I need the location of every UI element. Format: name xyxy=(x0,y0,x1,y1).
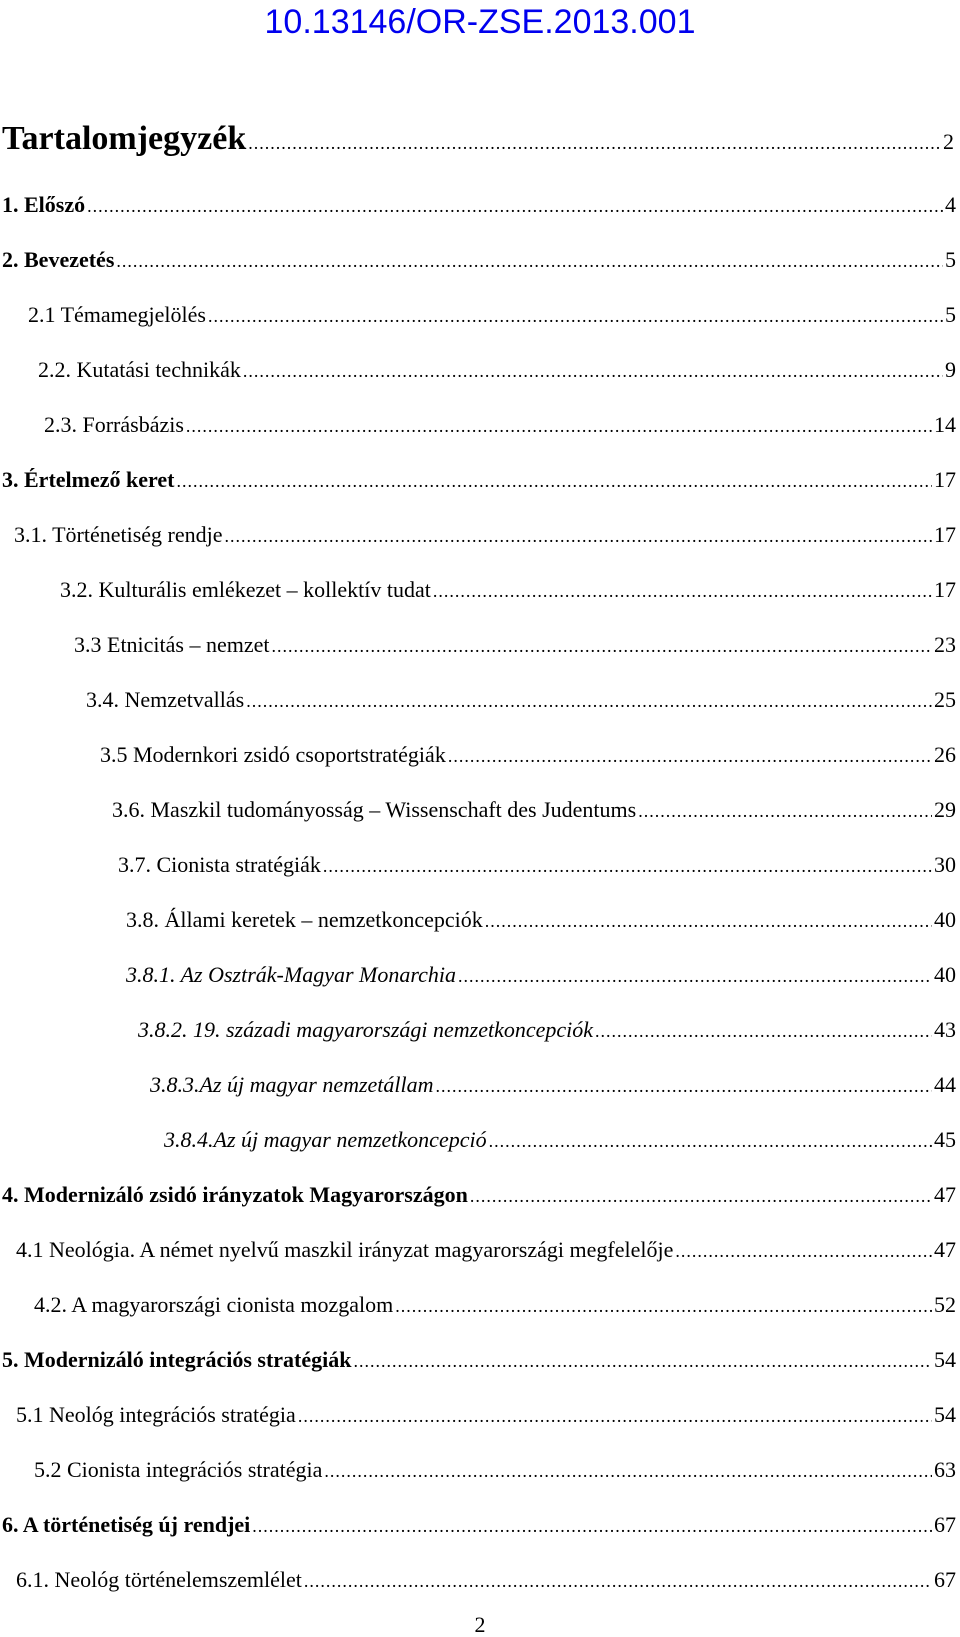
toc-entry-label: 3.3 Etnicitás – nemzet xyxy=(74,632,270,657)
dot-leader xyxy=(433,577,932,605)
toc-entry[interactable] xyxy=(2,466,960,495)
toc-entry-page: 43 xyxy=(934,1017,956,1042)
toc-entry-label: 3.6. Maszkil tudományosság – Wissenschaft des Judentums xyxy=(112,797,637,822)
toc-entry-label: 4. Modernizáló zsidó irányzatok Magyarországon xyxy=(2,1182,468,1207)
toc-entry[interactable] xyxy=(2,1181,960,1210)
toc-entry-label: 3.8.4.Az új magyar nemzetkoncepció xyxy=(164,1127,487,1152)
toc-entry-label: 3.8.2. 19. századi magyarországi nemzetkoncepciók xyxy=(138,1017,594,1042)
toc-entry-label: 4.1 Neológia. A német nyelvű maszkil irányzat magyarországi megfelelője xyxy=(16,1237,674,1262)
toc-entry[interactable] xyxy=(112,796,960,825)
page-number: 2 xyxy=(474,1612,486,1637)
toc-entry[interactable] xyxy=(138,1016,960,1045)
toc-entry-label: 3.7. Cionista stratégiák xyxy=(118,852,321,877)
toc-entry[interactable] xyxy=(2,246,960,275)
toc-entry-page: 23 xyxy=(934,632,956,657)
toc-entry-label: 4.2. A magyarországi cionista mozgalom xyxy=(34,1292,394,1317)
dot-leader xyxy=(638,797,932,825)
toc-entry-page: 5 xyxy=(945,247,956,272)
toc-title-row[interactable] xyxy=(2,120,958,158)
toc-entry-page: 54 xyxy=(934,1347,956,1372)
toc-entry-page: 30 xyxy=(934,852,956,877)
toc-entry-label: 2. Bevezetés xyxy=(2,247,115,272)
toc-entry[interactable] xyxy=(2,1511,960,1540)
toc-entry[interactable] xyxy=(2,191,960,220)
toc-entry-page: 5 xyxy=(945,302,956,327)
dot-leader xyxy=(298,1402,932,1430)
toc-entry-page: 29 xyxy=(934,797,956,822)
toc-entry-page: 54 xyxy=(934,1402,956,1427)
dot-leader xyxy=(243,357,943,385)
dot-leader xyxy=(323,852,932,880)
toc-entry-page: 9 xyxy=(945,357,956,382)
dot-leader xyxy=(186,412,932,440)
dot-leader xyxy=(675,1237,932,1265)
toc-entry-page: 40 xyxy=(934,962,956,987)
toc-title: Tartalomjegyzék xyxy=(2,120,247,157)
toc-entry-page: 14 xyxy=(934,412,956,437)
dot-leader xyxy=(595,1017,932,1045)
dot-leader xyxy=(252,1512,932,1540)
toc-entry-label: 5. Modernizáló integrációs stratégiák xyxy=(2,1347,352,1372)
dot-leader xyxy=(116,247,943,275)
toc-entry[interactable] xyxy=(14,521,960,550)
dot-leader xyxy=(485,907,932,935)
dot-leader xyxy=(248,133,941,154)
toc-entry[interactable] xyxy=(164,1126,960,1155)
toc-entry-label: 3.2. Kulturális emlékezet – kollektív tudat xyxy=(60,577,431,602)
dot-leader xyxy=(304,1567,932,1595)
toc-entry[interactable] xyxy=(126,906,960,935)
dot-leader xyxy=(324,1457,932,1485)
toc-entry[interactable] xyxy=(34,1456,960,1485)
toc-entry-page: 63 xyxy=(934,1457,956,1482)
toc-entry-label: 3.8.1. Az Osztrák-Magyar Monarchia xyxy=(126,962,456,987)
dot-leader xyxy=(354,1347,933,1375)
toc-entry-label: 3.8.3.Az új magyar nemzetállam xyxy=(150,1072,434,1097)
toc-entry-label: 2.2. Kutatási technikák xyxy=(38,357,241,382)
dot-leader xyxy=(272,632,933,660)
toc-entry[interactable] xyxy=(16,1236,960,1265)
toc-entry-page: 4 xyxy=(945,192,956,217)
toc-entry[interactable] xyxy=(118,851,960,880)
toc-entry[interactable] xyxy=(74,631,960,660)
dot-leader xyxy=(395,1292,932,1320)
toc-entry[interactable] xyxy=(86,686,960,715)
toc-entry-page: 26 xyxy=(934,742,956,767)
toc-entry-page: 40 xyxy=(934,907,956,932)
dot-leader xyxy=(176,467,932,495)
dot-leader xyxy=(448,742,932,770)
toc-entry-page: 47 xyxy=(934,1182,956,1207)
toc-entry-page: 44 xyxy=(934,1072,956,1097)
dot-leader xyxy=(246,687,932,715)
toc-entry-label: 3.1. Történetiség rendje xyxy=(14,522,223,547)
toc-entry-page: 47 xyxy=(934,1237,956,1262)
dot-leader xyxy=(225,522,932,550)
dot-leader xyxy=(87,192,943,220)
toc-entry[interactable] xyxy=(16,1566,960,1595)
dot-leader xyxy=(208,302,943,330)
toc-entry-label: 2.3. Forrásbázis xyxy=(44,412,184,437)
toc-entry[interactable] xyxy=(16,1401,960,1430)
toc-entry-page: 25 xyxy=(934,687,956,712)
toc-entry[interactable] xyxy=(28,301,960,330)
toc-entry-page: 17 xyxy=(934,522,956,547)
doi-link[interactable]: 10.13146/OR-ZSE.2013.001 xyxy=(264,3,696,41)
toc-entry-label: 6.1. Neológ történelemszemlélet xyxy=(16,1567,302,1592)
toc-entry-label: 5.2 Cionista integrációs stratégia xyxy=(34,1457,323,1482)
dot-leader xyxy=(458,962,932,990)
toc-entry-label: 5.1 Neológ integrációs stratégia xyxy=(16,1402,296,1427)
dot-leader xyxy=(470,1182,932,1210)
toc-entry-label: 3.8. Állami keretek – nemzetkoncepciók xyxy=(126,907,483,932)
toc-entry-label: 3. Értelmező keret xyxy=(2,467,175,492)
toc-entry-page: 17 xyxy=(934,467,956,492)
toc-entry-label: 2.1 Témamegjelölés xyxy=(28,302,206,327)
toc-entry-page: 67 xyxy=(934,1512,956,1537)
toc-entry[interactable] xyxy=(44,411,960,440)
toc-entry[interactable] xyxy=(100,741,960,770)
toc-entry-page: 45 xyxy=(934,1127,956,1152)
toc-entry-page: 17 xyxy=(934,577,956,602)
toc-entry-label: 3.4. Nemzetvallás xyxy=(86,687,245,712)
toc-entry-label: 6. A történetiség új rendjei xyxy=(2,1512,251,1537)
toc-entry-page: 52 xyxy=(934,1292,956,1317)
toc-entry[interactable] xyxy=(2,1346,960,1375)
toc-entry[interactable] xyxy=(126,961,960,990)
dot-leader xyxy=(436,1072,932,1100)
toc-entry[interactable] xyxy=(150,1071,960,1100)
dot-leader xyxy=(489,1127,932,1155)
toc-title-page: 2 xyxy=(943,129,954,154)
toc-entry-page: 67 xyxy=(934,1567,956,1592)
toc-entry[interactable] xyxy=(38,356,960,385)
toc-entry[interactable] xyxy=(60,576,960,605)
toc-entry-label: 1. Előszó xyxy=(2,192,86,217)
toc-entry[interactable] xyxy=(34,1291,960,1320)
toc-entry-label: 3.5 Modernkori zsidó csoportstratégiák xyxy=(100,742,446,767)
